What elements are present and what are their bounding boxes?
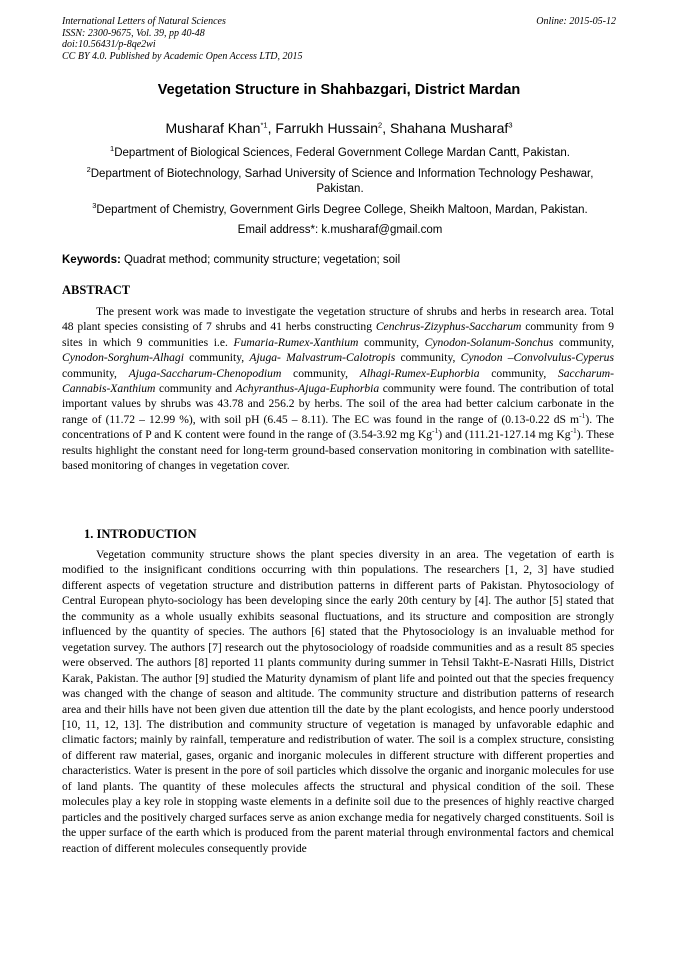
abstract-run: ) and (111.21-127.14 mg Kg — [438, 428, 571, 442]
keywords-text: Quadrat method; community structure; vegetation; soil — [120, 254, 401, 266]
abstract-run: ). The concentrations of P and K content were found in the range of (3.54-3.92 mg Kg — [62, 412, 614, 442]
affiliation-text: Department of Biological Sciences, Federal Government College Mardan Cantt, Pakistan. — [114, 147, 570, 159]
abstract-run: community and — [155, 382, 236, 396]
journal-header — [62, 16, 618, 62]
abstract-text — [62, 304, 614, 473]
community-name: Cynodon-Solanum-Sonchus — [424, 335, 554, 349]
author-sup: 3 — [508, 120, 513, 130]
author-name: Farrukh Hussain — [275, 120, 379, 136]
affiliation-sup: 2 — [86, 165, 91, 175]
abstract-run: community from 9 sites in which 9 communities i.e. — [62, 320, 614, 349]
community-name: Cynodon –Convolvulus-Cyperus — [460, 351, 614, 365]
journal-issn: ISSN: 2300-9675, Vol. 39, pp 40-48 — [62, 27, 205, 39]
abstract-run: community, — [358, 335, 425, 349]
author-name: Shahana Musharaf — [390, 120, 509, 136]
unit-exponent: -1 — [579, 410, 586, 420]
affiliation-2 — [62, 167, 618, 197]
introduction-text: Vegetation community structure shows the plant species diversity in an area. The vegetation of earth is modified to the insignificant conditions occurring with thin populations. The researchers [1, 2, 3] have studied different aspects of vegetation structure and distribution patterns in different parts of Pakistan. Phytosociology of Central European phyto-sociology has been developing since the early 20th century by [4]. The author [5] stated that the community as a whole usually exhibits seasonal fluctuations, and its structure and composition are strongly influenced by the quantity of species. The authors [6] stated that the Phytosociology is an invaluable method for vegetation survey. The authors [7] research out the phytosociology of roadside communities and as a result 85 species were observed. The authors [8] reported 11 plants community during summer in Tehsil Takht-E-Nasrati Hills, District Karak, Pakistan. The author [9] studied the Maturity dynamism of plant life and pointed out that the species frequency was changed with the change of season and altitude. The community structure and distribution patterns of research area and their hills have not been given due attention till the date by the plant ecologists, and hence poorly understood [10, 11, 12, 13]. The distribution and community structure of vegetation is managed by unfavorable edaphic and climatic factors; mainly by rainfall, temperature and redistribution of water. The soil is a complex structure, consisting of different raw material, gases, organic and inorganic molecules in different structure with different properties and characteristics. Water is present in the pore of soil particles which dissolve the organic and inorganic molecules for use of land plants. The quantity of these molecules affects the structural and physical condition of the soil. These molecules play a key role in stopping waste elements in a definite soil due to the presences of highly reactive charged particles and the positively charged surfaces serve as anion exchange media for negatively charged constituents. Soil is the upper surface of the earth which is produced from the parent material through environmental factors and chemical reaction of different molecules consequently provide — [62, 548, 614, 855]
abstract-run: community, — [479, 366, 558, 380]
abstract-run: community, — [62, 366, 129, 380]
abstract-run: community were found. The contribution of total important values by shrubs was 43.78 and 256.2 by herbs. The soil of the area had better calcium carbonate in the range of (11.72 – 12.99 %), with soil pH (6.45 – 8.11). The EC was found in the range of (0.13-0.22 dS m — [62, 382, 615, 426]
affiliation-3 — [62, 203, 618, 218]
unit-exponent: -1 — [432, 426, 439, 436]
community-name: Alhagi-Rumex-Euphorbia — [359, 366, 480, 380]
author-separator: , — [267, 120, 276, 136]
journal-license: CC BY 4.0. Published by Academic Open Access LTD, 2015 — [62, 50, 303, 62]
paper-title: Vegetation Structure in Shahbazgari, District Mardan — [157, 82, 521, 98]
journal-doi: doi:10.56431/p-8qe2wi — [62, 39, 156, 50]
abstract-run: The present work was made to investigate the vegetation structure of shrubs and herbs in research area. Total 48 plant species consisting of 7 shrubs and 41 herbs constructing — [62, 305, 614, 334]
abstract-run: community, — [395, 351, 461, 365]
author-list — [0, 120, 678, 136]
abstract-run: community, — [553, 335, 614, 349]
community-name: Cynodon-Sorghum-Alhagi — [62, 351, 184, 365]
journal-name: International Letters of Natural Sciences — [62, 16, 226, 27]
community-name: Achyranthus-Ajuga-Euphorbia — [235, 382, 380, 396]
affiliation-1 — [62, 146, 618, 161]
abstract-run: community, — [183, 351, 250, 365]
community-name: Saccharum-Cannabis-Xanthium — [62, 366, 614, 396]
author-name: Musharaf Khan — [165, 120, 261, 136]
abstract-run: community, — [281, 366, 360, 380]
unit-exponent: -1 — [570, 426, 577, 436]
affiliation-sup: 1 — [110, 144, 115, 154]
affiliation-text: Department of Chemistry, Government Girls Degree College, Sheikh Maltoon, Mardan, Pakistan. — [96, 204, 588, 216]
keywords-label: Keywords: — [62, 254, 121, 266]
author-sup: 2 — [378, 120, 383, 130]
community-name: Cenchrus-Zizyphus-Saccharum — [375, 320, 522, 334]
abstract-run: ). These results highlight the constant need for long-term ground-based conservation monitoring in combination with satellite-based monitoring of changes in vegetation cover. — [62, 428, 614, 473]
email-address: Email address*: k.musharaf@gmail.com — [237, 224, 443, 236]
affiliation-text: Department of Biotechnology, Sarhad University of Science and Information Technology Peshawar, Pakistan. — [90, 168, 594, 195]
keywords — [62, 254, 618, 266]
abstract-heading: ABSTRACT — [62, 283, 131, 297]
community-name: Ajuga-Saccharum-Chenopodium — [128, 366, 282, 380]
author-separator: , — [382, 120, 390, 136]
affiliation-sup: 3 — [92, 201, 97, 211]
author-sup: *1 — [260, 120, 268, 130]
online-date: Online: 2015-05-12 — [536, 16, 616, 27]
introduction-heading: 1. INTRODUCTION — [84, 527, 197, 541]
community-name: Fumaria-Rumex-Xanthium — [233, 335, 359, 349]
community-name: Ajuga- Malvastrum-Calotropis — [249, 351, 396, 365]
